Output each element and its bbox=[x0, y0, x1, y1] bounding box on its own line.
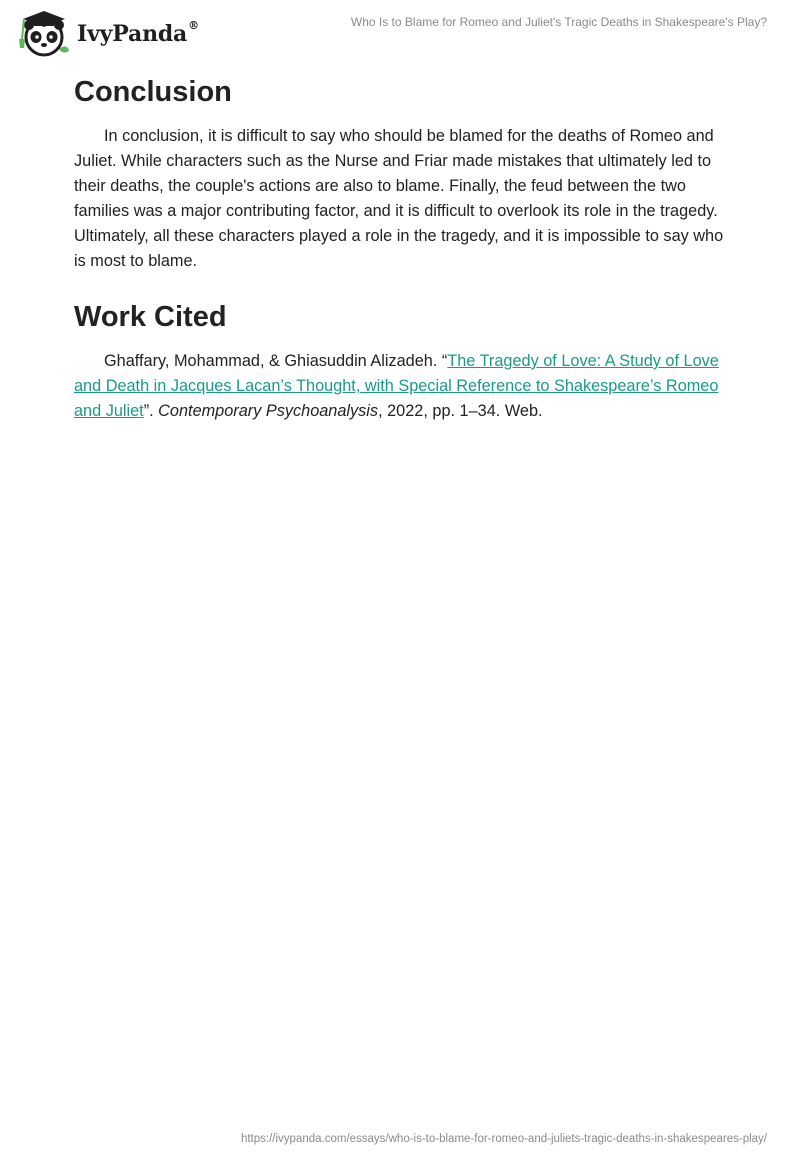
brand-text: IvyPanda bbox=[77, 21, 188, 47]
conclusion-paragraph: In conclusion, it is difficult to say who should be blamed for the deaths of Romeo and Juliet. While characters such as the Nurse and Friar made mistakes that ultimately led to their deaths, the couple's actions are also to blame. Finally, the feud between the two families was a major contributing factor, and it is difficult to overlook its role in the tragedy. Ultimately, all these characters played a role in the tragedy, and it is impossible to say who is most to blame. bbox=[74, 127, 724, 270]
registered-mark: ® bbox=[188, 18, 199, 32]
ivypanda-logo[interactable] bbox=[15, 9, 199, 57]
essay-content bbox=[74, 70, 728, 424]
page-header bbox=[0, 0, 800, 62]
citation-journal: Contemporary Psychoanalysis bbox=[158, 402, 379, 420]
citation-authors: Ghaffary, Mohammad, & Ghiasuddin Alizadeh. “ bbox=[104, 352, 448, 370]
footer-url[interactable]: https://ivypanda.com/essays/who-is-to-blame-for-romeo-and-juliets-tragic-deaths-in-shakespeares-play/ bbox=[240, 1133, 767, 1145]
work-cited-heading: Work Cited bbox=[74, 301, 227, 333]
citation-details: , 2022, pp. 1–34. Web. bbox=[378, 402, 543, 420]
running-title: Who Is to Blame for Romeo and Juliet's Tragic Deaths in Shakespeare's Play? bbox=[350, 15, 767, 29]
panda-graduation-cap-icon bbox=[15, 9, 73, 57]
conclusion-heading: Conclusion bbox=[74, 76, 232, 108]
citation-title-link[interactable]: The Tragedy of Love: A Study of Love and Death in Jacques Lacan’s Thought, with Special Reference to Shakespeare’s Romeo and Juliet bbox=[74, 352, 719, 420]
brand-name bbox=[77, 18, 199, 47]
citation-after-title: ”. bbox=[143, 402, 159, 420]
citation-entry bbox=[74, 349, 728, 424]
